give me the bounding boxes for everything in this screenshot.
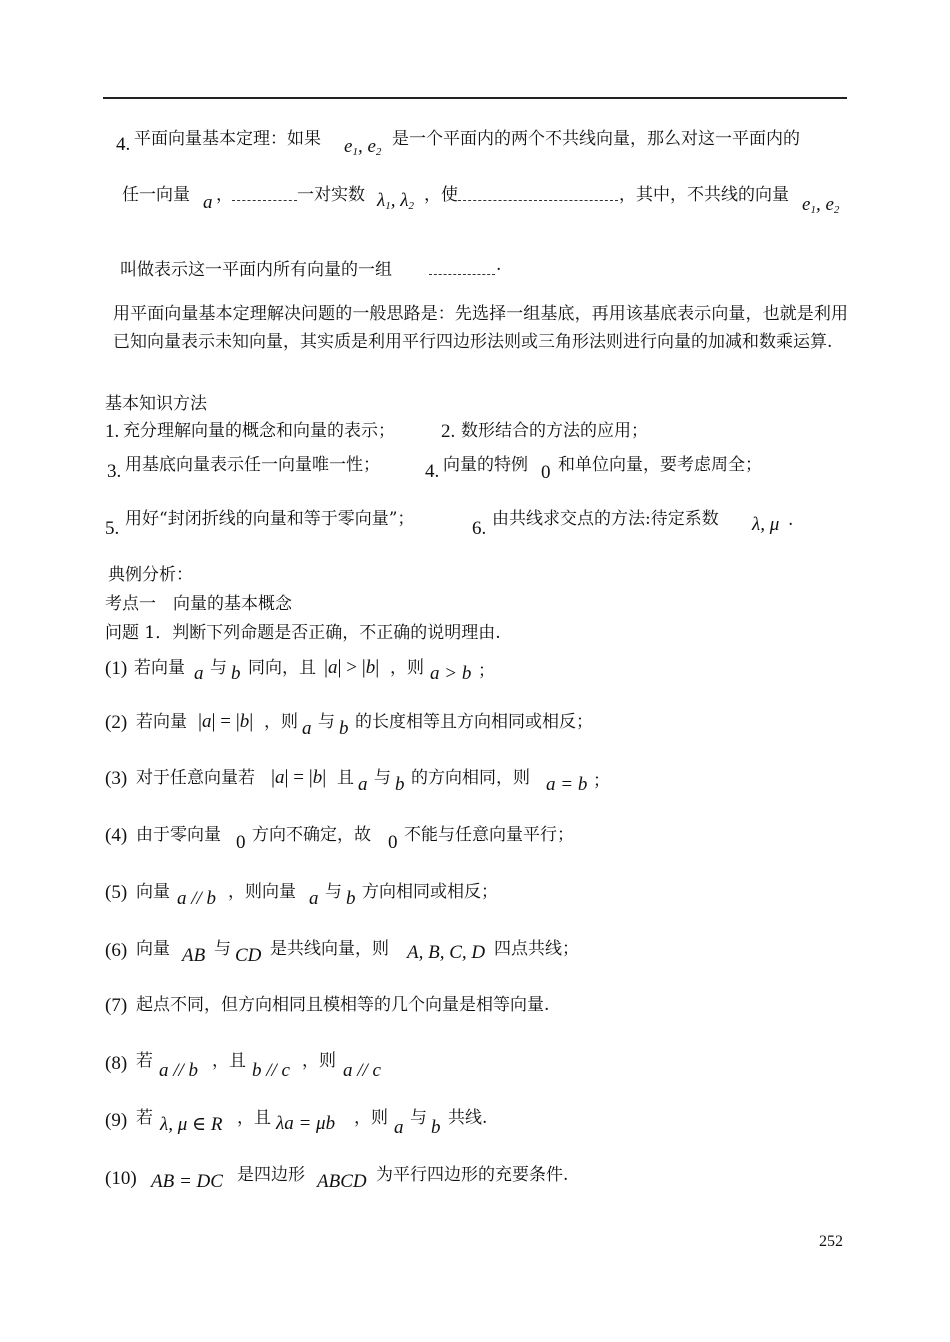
zero-vector: 0 — [541, 462, 551, 483]
item-8-qie: ，且 — [212, 1051, 246, 1071]
item-8-ze: ，则 — [302, 1051, 336, 1071]
item-5-b: 方向相同或相反； — [362, 882, 498, 902]
method-6-num: 6. — [472, 518, 487, 539]
item-4-c: 不能与任意向量平行； — [404, 825, 574, 845]
item-2-yu: 与 — [318, 712, 335, 732]
theorem-line1-a: 平面向量基本定理：如果 — [134, 129, 321, 149]
item-1-c: ，则 — [390, 658, 424, 678]
item-5-num: (5) — [105, 882, 128, 903]
lambda-mu-in-R: λ, μ ∈ R — [160, 1114, 223, 1135]
methods-title: 基本知识方法 — [105, 394, 207, 414]
item-9-ze: ，则 — [354, 1108, 388, 1128]
page-number: 252 — [819, 1233, 843, 1250]
theorem-dot: . — [496, 255, 502, 275]
vec-b: b — [346, 888, 356, 909]
method-5-num: 5. — [105, 518, 120, 539]
item-9-gx: 共线. — [448, 1108, 488, 1128]
item-5-yu: 与 — [325, 882, 342, 902]
item-8-ruo: 若 — [136, 1051, 153, 1071]
quad-ABCD: ABCD — [317, 1171, 367, 1192]
item-6-num: (6) — [105, 940, 128, 961]
item-3-semi: ； — [593, 771, 610, 791]
vec-b: b — [339, 718, 349, 739]
theorem-e1e2-b: $e_1$, $e_2$ — [802, 194, 840, 216]
item-7-num: (7) — [105, 995, 128, 1016]
method-2: 数形结合的方法的应用； — [461, 421, 648, 441]
item-7: 起点不同，但方向相同且模相等的几个向量是相等向量. — [136, 995, 550, 1015]
theorem-line3: 叫做表示这一平面内所有向量的一组 — [120, 260, 392, 280]
vec-CD: CD — [235, 945, 262, 966]
item-3-num: (3) — [105, 768, 128, 789]
item-9-qie: ，且 — [237, 1108, 271, 1128]
zero-vector: 0 — [236, 832, 246, 853]
theorem-number: 4. — [116, 134, 131, 155]
b-par-c: b // c — [252, 1060, 290, 1081]
a-eq-b: a = b — [546, 774, 588, 795]
item-2-a: 若向量 — [136, 712, 187, 732]
vec-b: b — [395, 774, 405, 795]
item-1-b: 同向，且 — [248, 658, 316, 678]
item-4-a: 由于零向量 — [136, 825, 221, 845]
method-4-b: 和单位向量，要考虑周全； — [558, 455, 762, 475]
theorem-line1-b: 是一个平面内的两个不共线向量，那么对这一平面内的 — [392, 129, 800, 149]
item-2-num: (2) — [105, 712, 128, 733]
item-6-a: 是共线向量，则 — [270, 939, 389, 959]
points-ABCD: A, B, C, D — [407, 942, 486, 963]
period: . — [788, 510, 794, 530]
item-2-ze: ，则 — [264, 712, 298, 732]
method-paragraph: 用平面向量基本定理解决问题的一般思路是：先选择一组基底，再用该基底表示向量，也就是利用已知向量表示未知向量，其实质是利用平行四边形法则或三角形法则进行向量的加减和数乘运算. — [113, 304, 848, 352]
item-6-b: 四点共线； — [494, 939, 579, 959]
abs-expr-3: |a| = |b| — [271, 766, 327, 788]
method-5: 用好“封闭折线的向量和等于零向量”； — [125, 509, 415, 529]
a-par-b: a // b — [159, 1060, 199, 1081]
header-rule — [103, 97, 847, 99]
a-par-c: a // c — [343, 1060, 381, 1081]
topic-title: 考点一 向量的基本概念 — [105, 594, 292, 614]
theorem-e1e2: $e_1$, $e_2$ — [344, 136, 382, 158]
item-1-a: 若向量 — [134, 658, 185, 678]
item-9-num: (9) — [105, 1110, 128, 1131]
item-10-b: 为平行四边形的充要条件. — [376, 1165, 569, 1185]
method-2-num: 2. — [441, 421, 456, 442]
item-5-a: ，则向量 — [228, 882, 296, 902]
lambda-mu: λ, μ — [752, 514, 780, 535]
item-3-a: 对于任意向量若 — [136, 768, 255, 788]
item-10-a: 是四边形 — [237, 1165, 305, 1185]
item-5-xl: 向量 — [136, 882, 170, 902]
item-1-yu: 与 — [210, 658, 227, 678]
blank-3[interactable] — [429, 260, 495, 275]
question-title: 问题 1．判断下列命题是否正确，不正确的说明理由. — [105, 623, 501, 643]
abs-expr-1: |a| > |b| — [324, 656, 380, 678]
item-3-yu: 与 — [374, 768, 391, 788]
item-1-num: (1) — [105, 658, 128, 679]
a-gt-b: a > b — [430, 663, 472, 684]
vec-a: a — [194, 663, 204, 684]
blank-1[interactable] — [232, 186, 297, 201]
examples-title: 典例分析： — [108, 565, 193, 585]
AB-eq-DC: AB = DC — [151, 1171, 223, 1192]
a-par-b: a // b — [177, 888, 217, 909]
item-6-xl: 向量 — [136, 939, 170, 959]
item-3-qie: 且 — [337, 768, 354, 788]
vec-a: a — [309, 888, 319, 909]
abs-expr-2: |a| = |b| — [198, 710, 254, 732]
method-6: 由共线求交点的方法:待定系数 — [492, 509, 719, 529]
theorem-vector-a: a — [203, 192, 213, 213]
method-1: 充分理解向量的概念和向量的表示； — [123, 421, 395, 441]
item-6-yu: 与 — [214, 939, 231, 959]
method-1-num: 1. — [105, 421, 120, 442]
item-4-num: (4) — [105, 825, 128, 846]
theorem-line2-d: ，其中，不共线的向量 — [619, 185, 789, 205]
theorem-line2-a: 任一向量 — [122, 185, 190, 205]
theorem-line2-c: ，使 — [424, 185, 458, 205]
item-4-b: 方向不确定，故 — [252, 825, 371, 845]
item-2-b: 的长度相等且方向相同或相反； — [355, 712, 593, 732]
item-3-b: 的方向相同，则 — [411, 768, 530, 788]
blank-2[interactable] — [458, 186, 618, 201]
theorem-line2-b: 一对实数 — [297, 185, 365, 205]
vec-a: a — [358, 774, 368, 795]
item-1-semi: ； — [478, 661, 495, 681]
method-3: 用基底向量表示任一向量唯一性； — [125, 455, 380, 475]
vec-AB: AB — [182, 945, 206, 966]
method-4-a: 向量的特例 — [443, 455, 528, 475]
item-9-yu: 与 — [410, 1108, 427, 1128]
zero-vector: 0 — [388, 832, 398, 853]
vec-a: a — [394, 1117, 404, 1138]
item-8-num: (8) — [105, 1053, 128, 1074]
method-3-num: 3. — [107, 461, 122, 482]
vec-b: b — [231, 663, 241, 684]
theorem-lambda12: $\lambda_1$, $\lambda_2$ — [377, 190, 414, 212]
item-10-num: (10) — [105, 1168, 137, 1189]
item-9-ruo: 若 — [136, 1108, 153, 1128]
comma: ， — [216, 185, 233, 205]
method-4-num: 4. — [425, 461, 440, 482]
lambda-a-eq-mu-b: λa = μb — [276, 1113, 336, 1134]
vec-a: a — [302, 718, 312, 739]
vec-b: b — [431, 1117, 441, 1138]
